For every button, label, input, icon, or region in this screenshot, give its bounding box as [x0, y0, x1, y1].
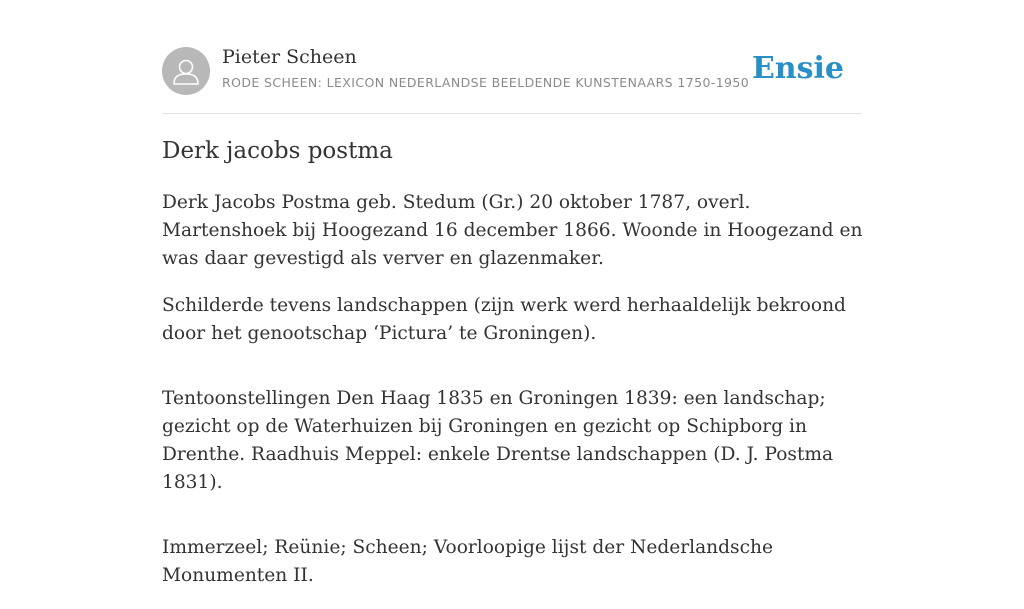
- paragraph-biography: Derk Jacobs Postma geb. Stedum (Gr.) 20 oktober 1787, overl. Martenshoek bij Hoogezand 16 december 1866. Woonde in Hoogezand en was daar gevestigd als verver en glazenmaker.: [162, 192, 863, 269]
- paragraph-work: Schilderde tevens landschappen (zijn werk werd herhaaldelijk bekroond door het genootschap ‘Pictura’ te Groningen).: [162, 295, 846, 344]
- source-name[interactable]: RODE SCHEEN: LEXICON NEDERLANDSE BEELDENDE KUNSTENAARS 1750-1950: [222, 75, 750, 90]
- article-body: [162, 189, 874, 609]
- author-name[interactable]: Pieter Scheen: [222, 46, 357, 68]
- paragraph-references: Immerzeel; Reünie; Scheen; Voorloopige lijst der Nederlandsche Monumenten II.: [162, 537, 773, 586]
- author-avatar[interactable]: [162, 47, 210, 95]
- paragraph-exhibitions: Tentoonstellingen Den Haag 1835 en Groningen 1839: een landschap; gezicht op de Waterhuizen bij Groningen en gezicht op Schipborg in Drenthe. Raadhuis Meppel: enkele Drentse landschappen (D. J. Postma 1831).: [162, 388, 834, 493]
- header-divider: [162, 113, 862, 114]
- article-title: Derk jacobs postma: [162, 138, 393, 164]
- user-icon: [162, 47, 210, 95]
- article-header: [162, 46, 862, 96]
- brand-logo[interactable]: Ensie: [751, 51, 844, 86]
